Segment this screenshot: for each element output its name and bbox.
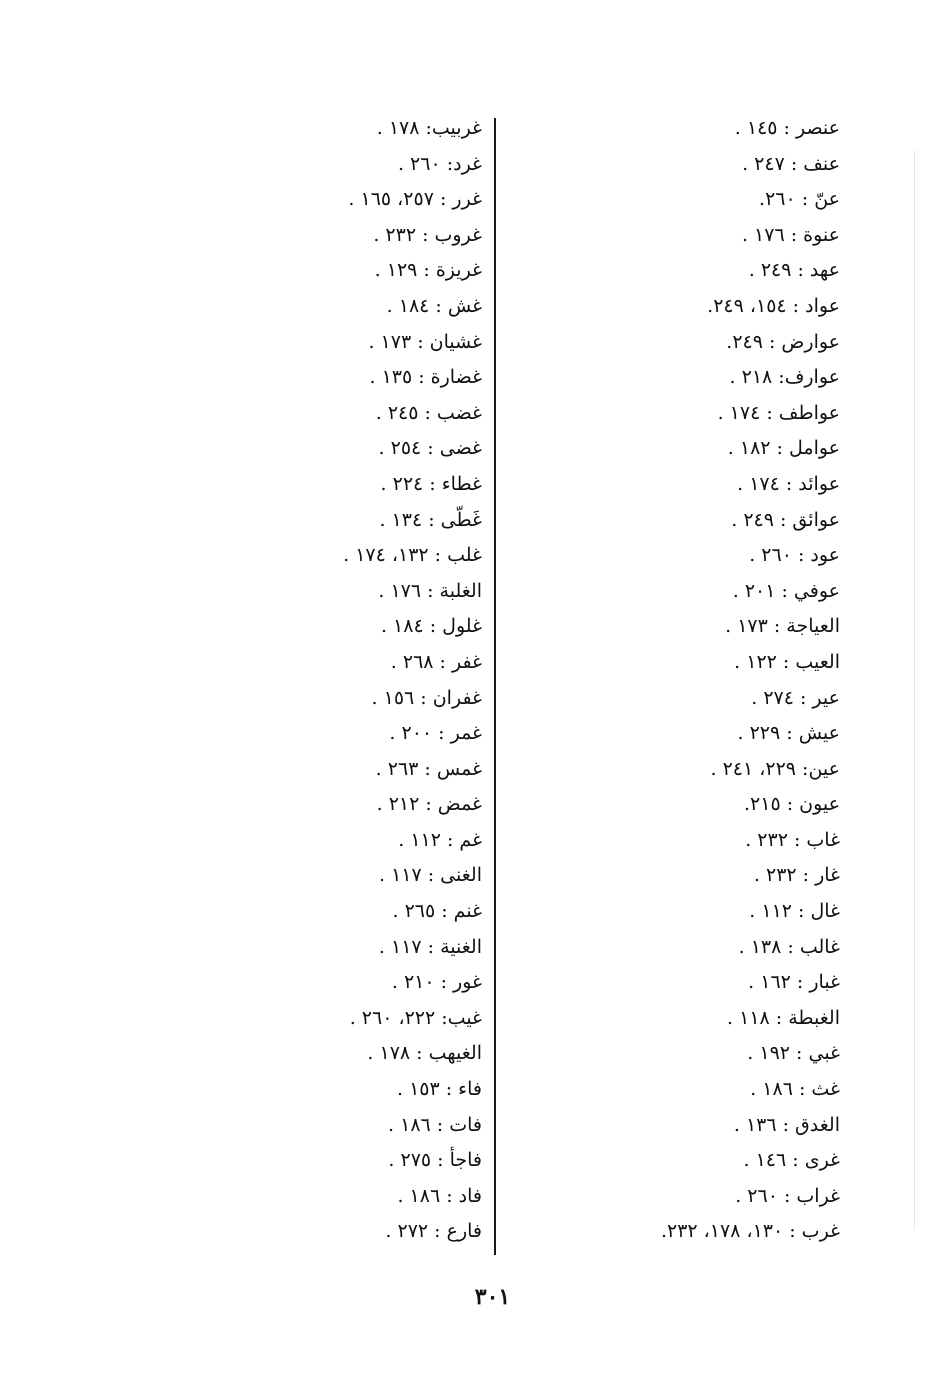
index-entry: عنف : ٢٤٧ . xyxy=(742,152,840,175)
column-divider xyxy=(494,118,496,1255)
index-entry: غضى : ٢٥٤ . xyxy=(378,437,482,460)
index-entry: عوائق : ٢٤٩ . xyxy=(731,508,840,531)
index-entry: فاء : ١٥٣ . xyxy=(396,1078,482,1101)
index-entry: الغدق : ١٣٦ . xyxy=(733,1113,840,1136)
index-entry: الغنية : ١١٧ . xyxy=(378,935,482,958)
index-entry: غم : ١١٢ . xyxy=(398,828,482,851)
index-entry: غمر : ٢٠٠ . xyxy=(389,722,482,745)
index-entry: غبار : ١٦٢ . xyxy=(748,971,840,994)
index-entry: غرى : ١٤٦ . xyxy=(743,1149,840,1172)
index-entry: الغنى : ١١٧ . xyxy=(378,864,482,887)
index-entry: غمس : ٢٦٣ . xyxy=(375,757,482,780)
index-column-left xyxy=(182,111,482,1250)
index-entry: غرر : ٢٥٧، ١٦٥ . xyxy=(348,188,482,211)
index-entry: غنم : ٢٦٥ . xyxy=(392,900,482,923)
page-number: ٣٠١ xyxy=(474,1284,511,1310)
index-entry: عواد : ١٥٤، ٢٤٩. xyxy=(707,294,840,317)
index-entry: عير : ٢٧٤ . xyxy=(751,686,840,709)
index-entry: عوفي : ٢٠١ . xyxy=(732,579,840,602)
index-entry: غال : ١١٢ . xyxy=(749,900,840,923)
index-entry: غفران : ١٥٦ . xyxy=(371,686,482,709)
index-entry: غش : ١٨٤ . xyxy=(386,294,482,317)
index-entry: فاجأ : ٢٧٥ . xyxy=(388,1149,482,1172)
index-entry: غار : ٢٣٢ . xyxy=(753,864,840,887)
index-entry: غور : ٢١٠ . xyxy=(391,971,482,994)
index-entry: العياجة : ١٧٣ . xyxy=(725,615,840,638)
index-entry: الغبطة : ١١٨ . xyxy=(727,1006,840,1029)
index-entry: عهد : ٢٤٩ . xyxy=(748,259,840,282)
index-entry: عيش : ٢٢٩ . xyxy=(737,722,840,745)
index-entry: فات : ١٨٦ . xyxy=(388,1113,482,1136)
index-entry: الغيهب : ١٧٨ . xyxy=(367,1042,482,1065)
index-entry: غراب : ٢٦٠ . xyxy=(735,1184,840,1207)
index-entry: غفر : ٢٦٨ . xyxy=(390,650,482,673)
index-entry: عواطف : ١٧٤ . xyxy=(717,401,840,424)
index-entry: غريزة : ١٢٩ . xyxy=(374,259,482,282)
index-entry: غضارة : ١٣٥ . xyxy=(369,366,482,389)
index-entry: عوارض : ٢٤٩. xyxy=(726,330,840,353)
index-entry: غبي : ١٩٢ . xyxy=(747,1042,840,1065)
index-entry: غيب: ٢٢٢، ٢٦٠ . xyxy=(349,1006,482,1029)
index-entry: غرد: ٢٦٠ . xyxy=(397,152,482,175)
index-entry: فاد : ١٨٦ . xyxy=(397,1184,482,1207)
index-entry: فارع : ٢٧٢ . xyxy=(385,1220,482,1243)
index-entry: العيب : ١٢٢ . xyxy=(734,650,840,673)
index-column-right xyxy=(540,111,840,1250)
index-entry: غربيب: ١٧٨ . xyxy=(376,117,482,139)
index-entry: عوامل : ١٨٢ . xyxy=(727,437,840,460)
index-entry: غث : ١٨٦ . xyxy=(750,1078,840,1101)
index-entry: غضب : ٢٤٥ . xyxy=(375,401,482,424)
index-entry: غلب : ١٣٢، ١٧٤ . xyxy=(343,544,482,567)
index-entry: عين: ٢٢٩، ٢٤١ . xyxy=(710,757,840,780)
index-entry: عنوة : ١٧٦ . xyxy=(741,223,840,246)
index-entry: غروب : ٢٣٢ . xyxy=(373,223,482,246)
index-entry: عنّ : ٢٦٠. xyxy=(759,188,840,211)
index-entry: عيون : ٢١٥. xyxy=(744,793,840,816)
index-entry: عود : ٢٦٠ . xyxy=(749,544,840,567)
index-entry: غلول : ١٨٤ . xyxy=(380,615,482,638)
index-entry: غرب : ١٣٠، ١٧٨، ٢٣٢. xyxy=(660,1220,840,1243)
index-entry: غَطّى : ١٣٤ . xyxy=(379,508,482,531)
index-entry: غمض : ٢١٢ . xyxy=(376,793,482,816)
index-entry: الغلبة : ١٧٦ . xyxy=(378,579,482,602)
index-entry: غاب : ٢٣٢ . xyxy=(745,828,840,851)
index-entry: غشيان : ١٧٣ . xyxy=(368,330,482,353)
index-entry: عوارف: ٢١٨ . xyxy=(729,366,840,389)
index-entry: غطاء : ٢٢٤ . xyxy=(380,472,482,495)
index-entry: عنصر : ١٤٥ . xyxy=(734,117,840,139)
index-entry: عوائد : ١٧٤ . xyxy=(737,472,840,495)
page-edge-mark xyxy=(914,150,915,1230)
index-entry: غالب : ١٣٨ . xyxy=(738,935,840,958)
